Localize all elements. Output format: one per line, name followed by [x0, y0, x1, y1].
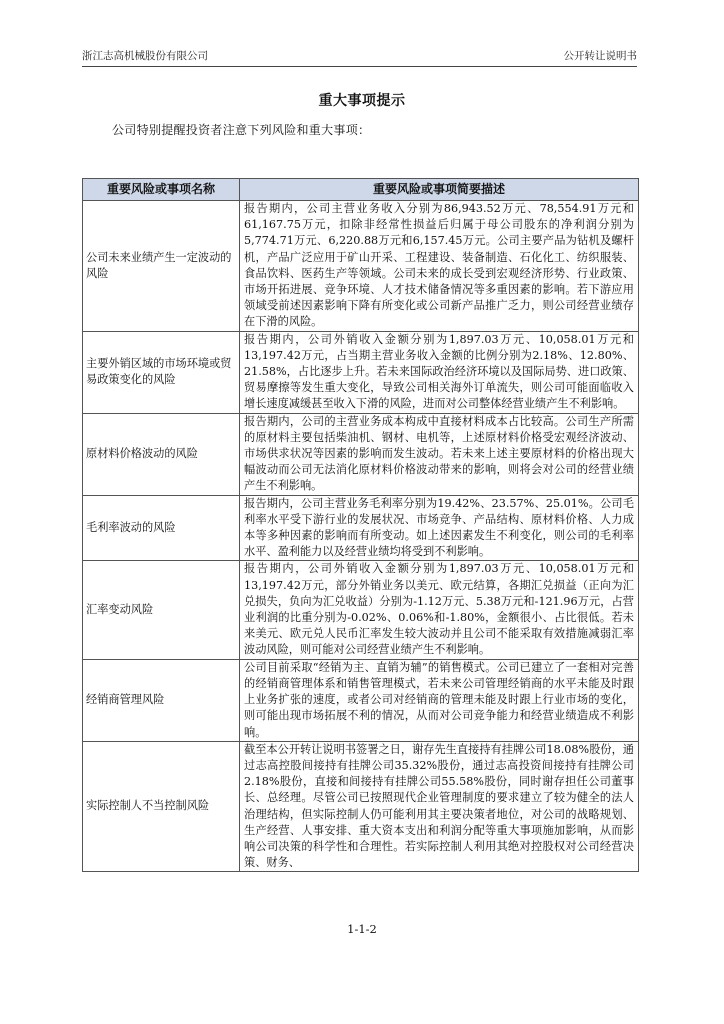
column-header-risk-name: 重要风险或事项名称: [83, 179, 240, 201]
table-row: [83, 659, 639, 741]
risk-table-header-row: [83, 179, 639, 201]
risk-name-cell: 实际控制人不当控制风险: [83, 741, 240, 872]
table-row: [83, 201, 639, 332]
risk-table: [82, 178, 639, 872]
table-row: [83, 495, 639, 561]
risk-description-cell: 报告期内，公司的主营业务成本构成中直接材料成本占比较高。公司生产所需的原材料主要包括柴油机、钢材、电机等，上述原材料价格受宏观经济波动、市场供求状况等因素的影响而发生波动。若未来上述主要原材料的价格出现大幅波动而公司无法消化原材料价格波动带来的影响，则将会对公司的经营业绩产生不利影响。: [240, 413, 639, 495]
risk-name-cell: 经销商管理风险: [83, 659, 240, 741]
risk-description-cell: 截至本公开转让说明书签署之日，谢存先生直接持有挂牌公司18.08%股份，通过志高控股间接持有挂牌公司35.32%股份，通过志高投资间接持有挂牌公司2.18%股份，直接和间接持有挂牌公司55.58%股份，同时谢存担任公司董事长、总经理。尽管公司已按照现代企业管理制度的要求建立了较为健全的法人治理结构，但实际控制人仍可能利用其主要决策者地位，对公司的战略规划、生产经营、人事安排、重大资本支出和利润分配等重大事项施加影响，从而影响公司决策的科学性和合理性。若实际控制人利用其绝对控股权对公司经营决策、财务、: [240, 741, 639, 872]
header-company-name: 浙江志高机械股份有限公司: [82, 50, 208, 62]
risk-name-cell: 毛利率波动的风险: [83, 495, 240, 561]
intro-paragraph: 公司特别提醒投资者注意下列风险和重大事项：: [112, 123, 371, 137]
table-row: [83, 413, 639, 495]
table-row: [83, 741, 639, 872]
risk-name-cell: 汇率变动风险: [83, 561, 240, 659]
risk-description-cell: 报告期内，公司外销收入金额分别为1,897.03万元、10,058.01万元和13,197.42万元，占当期主营业务收入金额的比例分别为2.18%、12.80%、21.58%，占比逐步上升。若未来国际政治经济环境以及国际局势、进口政策、贸易摩擦等发生重大变化，导致公司相关海外订单流失，则公司可能面临收入增长速度减缓甚至收入下滑的风险，进而对公司整体经营业绩产生不利影响。: [240, 331, 639, 413]
page-header: [82, 48, 637, 67]
risk-description-cell: 报告期内，公司主营业务毛利率分别为19.42%、23.57%、25.01%。公司毛利率水平受下游行业的发展状况、市场竞争、产品结构、原材料价格、人力成本等多种因素的影响而有所变动。如上述因素发生不利变化，则公司的毛利率水平、盈利能力以及经营业绩均将受到不利影响。: [240, 495, 639, 561]
header-document-type: 公开转让说明书: [563, 50, 637, 62]
table-row: [83, 561, 639, 659]
risk-name-cell: 原材料价格波动的风险: [83, 413, 240, 495]
risk-name-cell: 公司未来业绩产生一定波动的风险: [83, 201, 240, 332]
page-title: 重大事项提示: [318, 93, 406, 109]
risk-description-cell: 报告期内，公司外销收入金额分别为1,897.03万元、10,058.01万元和13,197.42万元，部分外销业务以美元、欧元结算，各期汇兑损益（正向为汇兑损失，负向为汇兑收益）分别为-1.12万元、5.38万元和-121.96万元，占营业利润的比重分别为-0.02%、0.06%和-1.80%，金额很小、占比很低。若未来美元、欧元兑人民币汇率发生较大波动并且公司不能采取有效措施减弱汇率波动风险，则可能对公司经营业绩产生不利影响。: [240, 561, 639, 659]
risk-description-cell: 报告期内，公司主营业务收入分别为86,943.52万元、78,554.91万元和61,167.75万元，扣除非经常性损益后归属于母公司股东的净利润分别为5,774.71万元、6,220.88万元和6,157.45万元。公司主要产品为钻机及螺杆机，产品广泛应用于矿山开采、工程建设、装备制造、石化化工、纺织服装、食品饮料、医药生产等领域。公司未来的成长受到宏观经济形势、行业政策、市场开拓进展、竞争环境、人才技术储备情况等多重因素的影响。若下游应用领域受前述因素影响下降有所变化或公司新产品推广乏力，则公司经营业绩存在下滑的风险。: [240, 201, 639, 332]
risk-description-cell: 公司目前采取“经销为主、直销为辅”的销售模式。公司已建立了一套相对完善的经销商管理体系和销售管理模式，若未来公司管理经销商的水平未能及时跟上业务扩张的速度，或者公司对经销商的管理未能及时跟上行业市场的变化，则可能出现市场拓展不利的情况，从而对公司竞争能力和经营业绩造成不利影响。: [240, 659, 639, 741]
column-header-risk-description: 重要风险或事项简要描述: [240, 179, 639, 201]
risk-name-cell: 主要外销区域的市场环境或贸易政策变化的风险: [83, 331, 240, 413]
page-number: 1-1-2: [347, 922, 377, 936]
table-row: [83, 331, 639, 413]
